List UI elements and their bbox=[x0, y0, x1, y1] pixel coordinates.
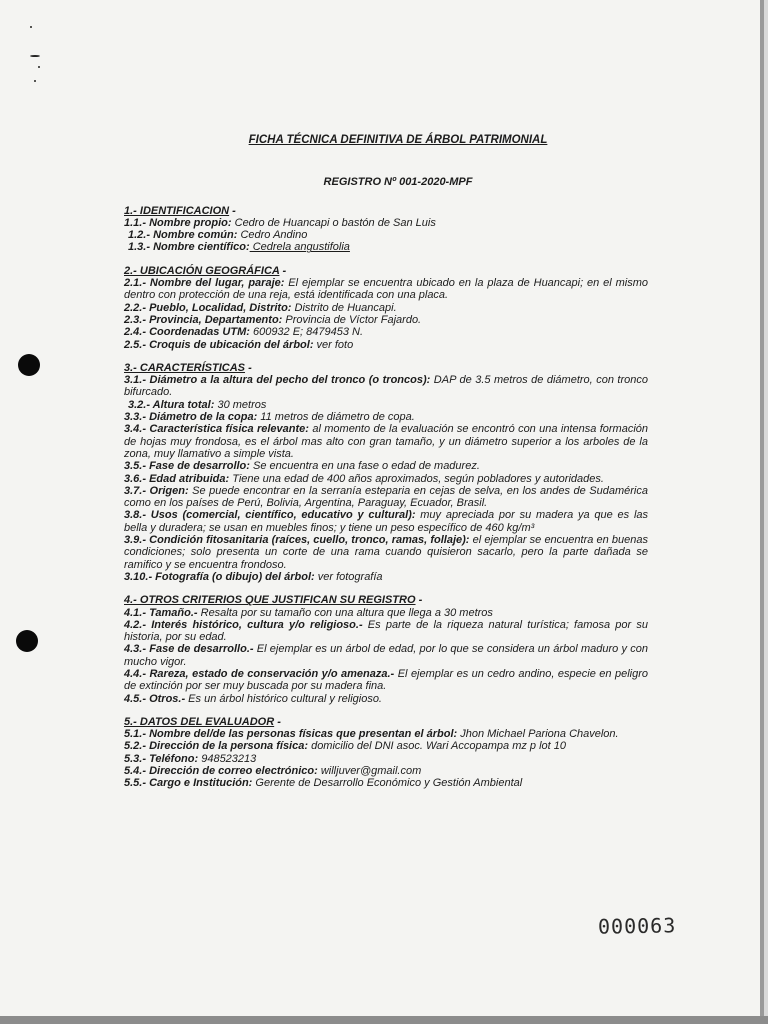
document-title: FICHA TÉCNICA DEFINITIVA DE ÁRBOL PATRIMONIAL bbox=[248, 134, 548, 146]
list-item: 2.4.- Coordenadas UTM: 600932 E; 8479453 N. bbox=[124, 326, 364, 339]
list-item: 1.1.- Nombre propio: Cedro de Huancapi o bastón de San Luis bbox=[124, 216, 436, 229]
list-item: 3.5.- Fase de desarrollo: Se encuentra en una fase o edad de madurez. bbox=[124, 460, 480, 473]
list-item: 3.10.- Fotografía (o dibujo) del árbol: ver fotografía bbox=[124, 570, 383, 583]
list-item: 3.8.- Usos (comercial, científico, educativo y cultural): muy apreciada por su madera ya que es las bella y duradera; se usan en muebles finos; y tiene un peso específico de 460 kg/m³ bbox=[124, 509, 649, 534]
section-identificacion bbox=[124, 205, 648, 254]
section-otros-criterios bbox=[124, 594, 648, 705]
section-evaluador bbox=[124, 716, 648, 790]
section-ubicacion bbox=[124, 265, 648, 351]
list-item: 5.5.- Cargo e Institución: Gerente de Desarrollo Económico y Gestión Ambiental bbox=[124, 777, 523, 790]
list-item: 1.2.- Nombre común: Cedro Andino bbox=[128, 229, 308, 242]
list-item: 2.3.- Provincia, Departamento: Provincia de Víctor Fajardo. bbox=[124, 313, 422, 326]
section-heading: 5.- DATOS DEL EVALUADOR - bbox=[124, 715, 281, 728]
list-item: 3.7.- Origen: Se puede encontrar en la serranía esteparia en cejas de selva, en los andes de Sudamérica como en los países de Perú, Bolivia, Argentina, Paraguay, Ecuador, Brasil. bbox=[124, 484, 648, 510]
punch-hole bbox=[16, 630, 38, 652]
section-heading: 2.- UBICACIÓN GEOGRÁFICA - bbox=[124, 264, 287, 277]
list-item: 4.1.- Tamaño.- Resalta por su tamaño con una altura que llega a 30 metros bbox=[124, 606, 493, 619]
list-item: 5.4.- Dirección de correo electrónico: willjuver@gmail.com bbox=[124, 765, 422, 778]
list-item: 4.2.- Interés histórico, cultura y/o religioso.- Es parte de la riqueza natural turística; famosa por su historia, por su edad. bbox=[124, 618, 648, 644]
scan-speck bbox=[34, 80, 36, 82]
list-item: 3.2.- Altura total: 30 metros bbox=[128, 398, 267, 411]
punch-hole bbox=[18, 354, 40, 376]
list-item: 4.3.- Fase de desarrollo.- El ejemplar es un árbol de edad, por lo que se considera un árbol maduro y con mucho vigor. bbox=[124, 643, 648, 668]
list-item: 3.6.- Edad atribuida: Tiene una edad de 400 años aproximados, según pobladores y autoridades. bbox=[124, 472, 604, 485]
scientific-name: Cedrela angustifolia bbox=[249, 241, 350, 254]
registry-number: REGISTRO Nº 001-2020-MPF bbox=[323, 176, 473, 189]
scan-speck bbox=[30, 26, 32, 28]
scan-edge bbox=[0, 1016, 768, 1024]
list-item: 3.4.- Característica física relevante: al momento de la evaluación se encontró con una intensa formación de hojas muy frondosa, es el árbol mas alto con gran tamaño, y un diámetro superior a los arboles de la zona, muy llamativo a simple vista. bbox=[124, 423, 648, 460]
list-item: 5.1.- Nombre del/de las personas físicas que presentan el árbol: Jhon Michael Pariona Chavelon. bbox=[124, 728, 619, 741]
list-item: 2.1.- Nombre del lugar, paraje: El ejemplar se encuentra ubicado en la plaza de Huancapi; en el mismo dentro con protección de una reja, está identificada con una placa. bbox=[124, 277, 648, 302]
list-item: 3.3.- Diámetro de la copa: 11 metros de diámetro de copa. bbox=[124, 411, 415, 424]
scan-speck bbox=[38, 66, 40, 68]
section-caracteristicas bbox=[124, 362, 648, 583]
list-item: 4.5.- Otros.- Es un árbol histórico cultural y religioso. bbox=[124, 692, 382, 705]
section-heading: 3.- CARACTERÍSTICAS - bbox=[124, 361, 252, 374]
list-item: 2.2.- Pueblo, Localidad, Distrito: Distrito de Huancapi. bbox=[124, 301, 397, 314]
list-item: 1.3.- Nombre científico: Cedrela angustifolia bbox=[128, 241, 350, 254]
list-item: 4.4.- Rareza, estado de conservación y/o amenaza.- El ejemplar es un cedro andino, especie en peligro de extinción por ser muy buscada por su madera fina. bbox=[124, 667, 648, 693]
list-item: 2.5.- Croquis de ubicación del árbol: ver foto bbox=[124, 338, 354, 351]
list-item: 3.9.- Condición fitosanitaria (raíces, cuello, tronco, ramas, follaje): el ejemplar se encuentra en buenas condiciones; solo presenta un corte de una rama cuando quisieron sacarlo, pero la parte dañada se ramifico y se encuentra frondoso. bbox=[124, 534, 649, 571]
scan-speck bbox=[30, 55, 40, 57]
page-number-stamp: 000063 bbox=[597, 913, 677, 939]
section-heading: 1.- IDENTIFICACION - bbox=[124, 204, 236, 217]
list-item: 5.2.- Dirección de la persona física: domicilio del DNI asoc. Wari Accopampa mz p lot 10 bbox=[124, 740, 567, 753]
list-item: 5.3.- Teléfono: 948523213 bbox=[124, 752, 257, 765]
section-heading: 4.- OTROS CRITERIOS QUE JUSTIFICAN SU REGISTRO - bbox=[124, 594, 423, 607]
list-item: 3.1.- Diámetro a la altura del pecho del tronco (o troncos): DAP de 3.5 metros de diámetro, con tronco bifurcado. bbox=[124, 374, 648, 399]
document-body bbox=[124, 128, 648, 801]
